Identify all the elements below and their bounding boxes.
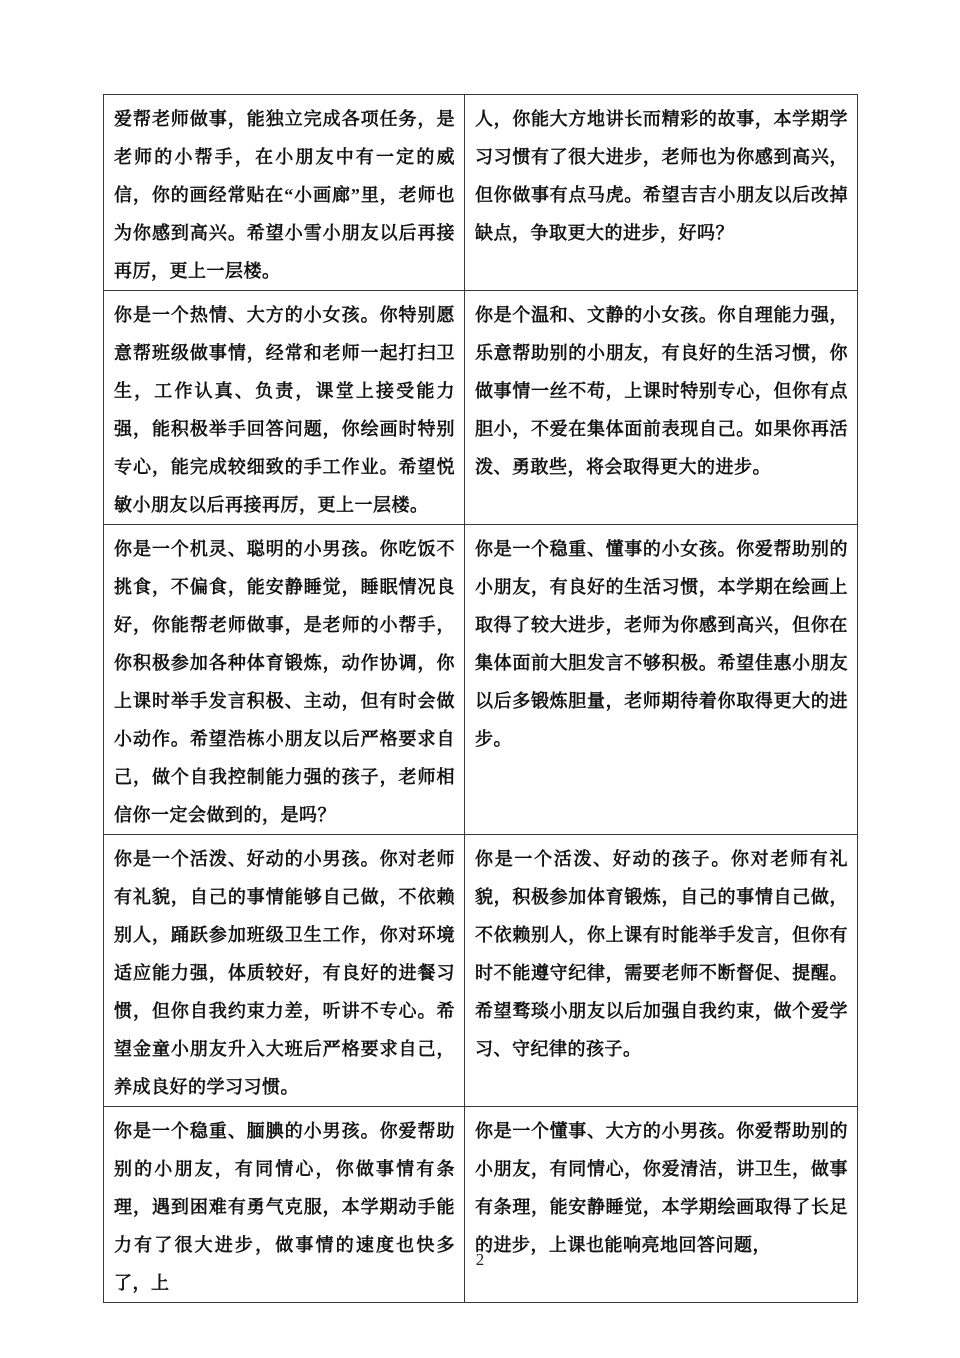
table-row — [104, 835, 858, 1107]
comment-cell: 你是一个活泼、好动的小男孩。你对老师有礼貌，自己的事情能够自己做，不依赖别人，踊跃参加班级卫生工作，你对环境适应能力强，体质较好，有良好的进餐习惯，但你自我约束力差，听讲不专心。希望金童小朋友升入大班后严格要求自己，养成良好的学习习惯。 — [104, 835, 465, 1107]
table-row — [104, 95, 858, 291]
comment-cell: 你是一个稳重、腼腆的小男孩。你爱帮助别的小朋友，有同情心，你做事情有条理，遇到困难有勇气克服，本学期动手能力有了很大进步，做事情的速度也快多了，上 — [104, 1107, 465, 1303]
comments-table — [103, 94, 858, 1303]
comment-cell: 爱帮老师做事，能独立完成各项任务，是老师的小帮手，在小朋友中有一定的威信，你的画经常贴在“小画廊”里，老师也为你感到高兴。希望小雪小朋友以后再接再厉，更上一层楼。 — [104, 95, 465, 291]
comment-cell: 你是一个活泼、好动的孩子。你对老师有礼貌，积极参加体育锻炼，自己的事情自己做，不依赖别人，你上课有时能举手发言，但你有时不能遵守纪律，需要老师不断督促、提醒。希望骛琰小朋友以后加强自我约束，做个爱学习、守纪律的孩子。 — [465, 835, 858, 1107]
comment-cell: 你是一个热情、大方的小女孩。你特别愿意帮班级做事情，经常和老师一起打扫卫生，工作认真、负责，课堂上接受能力强，能积极举手回答问题，你绘画时特别专心，能完成较细致的手工作业。希望悦敏小朋友以后再接再厉，更上一层楼。 — [104, 291, 465, 525]
table-row — [104, 291, 858, 525]
comment-cell: 你是一个稳重、懂事的小女孩。你爱帮助别的小朋友，有良好的生活习惯，本学期在绘画上取得了较大进步，老师为你感到高兴，但你在集体面前大胆发言不够积极。希望佳惠小朋友以后多锻炼胆量，老师期待着你取得更大的进步。 — [465, 525, 858, 835]
comment-cell: 人，你能大方地讲长而精彩的故事，本学期学习习惯有了很大进步，老师也为你感到高兴，但你做事有点马虎。希望吉吉小朋友以后改掉缺点，争取更大的进步，好吗？ — [465, 95, 858, 291]
comment-cell: 你是一个机灵、聪明的小男孩。你吃饭不挑食，不偏食，能安静睡觉，睡眠情况良好，你能帮老师做事，是老师的小帮手，你积极参加各种体育锻炼，动作协调，你上课时举手发言积极、主动，但有时会做小动作。希望浩栋小朋友以后严格要求自己，做个自我控制能力强的孩子，老师相信你一定会做到的，是吗？ — [104, 525, 465, 835]
table-row — [104, 525, 858, 835]
comment-cell: 你是一个懂事、大方的小男孩。你爱帮助别的小朋友，有同情心，你爱清洁，讲卫生，做事有条理，能安静睡觉，本学期绘画取得了长足的进步，上课也能响亮地回答问题， — [465, 1107, 858, 1303]
comment-cell: 你是个温和、文静的小女孩。你自理能力强，乐意帮助别的小朋友，有良好的生活习惯，你做事情一丝不苟，上课时特别专心，但你有点胆小，不爱在集体面前表现自己。如果你再活泼、勇敢些，将会取得更大的进步。 — [465, 291, 858, 525]
page-number: 2 — [475, 1250, 485, 1269]
table-row — [104, 1107, 858, 1303]
